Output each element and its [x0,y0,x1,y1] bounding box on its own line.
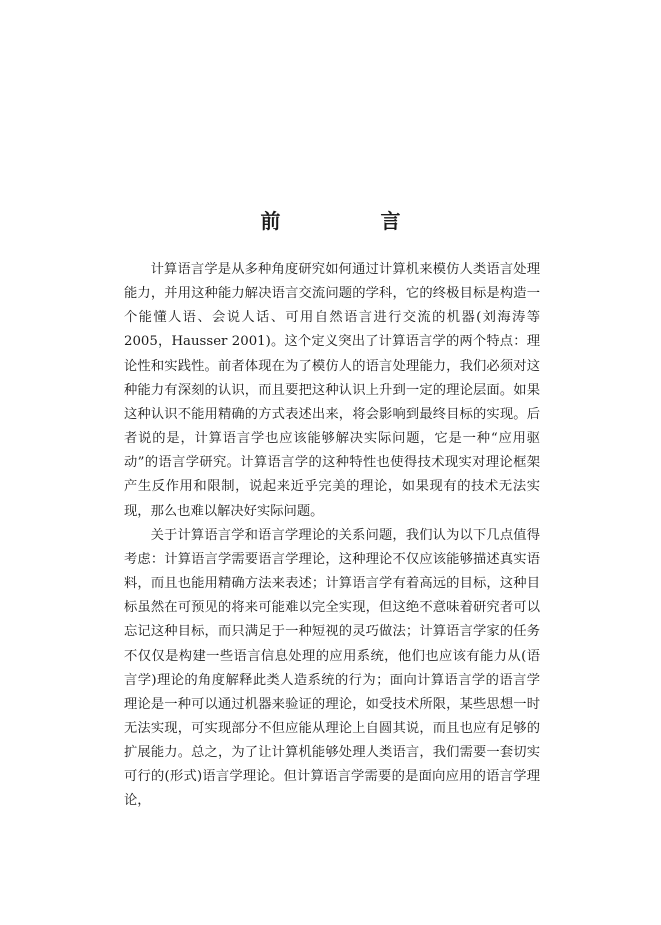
paragraph-1: 计算语言学是从多种角度研究如何通过计算机来模仿人类语言处理能力，并用这种能力解决语言交流问题的学科，它的终极目标是构造一个能懂人语、会说人话、可用自然语言进行交流的机器(刘海涛等 2005，Hausser 2001)。这个定义突出了计算语言学的两个特点：理论性和实践性。前者体现在为了模仿人的语言处理能力，我们必须对这种能力有深刻的认识，而且要把这种认识上升到一定的理论层面。如果这种认识不能用精确的方式表述出来，将会影响到最终目标的实现。后者说的是，计算语言学也应该能够解决实际问题，它是一种“应用驱动”的语言学研究。计算语言学的这种特性也使得技术现实对理论框架产生反作用和限制，说起来近乎完美的理论，如果现有的技术无法实现，那么也难以解决好实际问题。 [124,262,540,519]
paragraph-2: 关于计算语言学和语言学理论的关系问题，我们认为以下几点值得考虑：计算语言学需要语言学理论，这种理论不仅应该能够描述真实语料，而且也能用精确方法来表述；计算语言学有着高远的目标，这种目标虽然在可预见的将来可能难以完全实现，但这绝不意味着研究者可以忘记这种目标，而只满足于一种短视的灵巧做法；计算语言学家的任务不仅仅是构建一些语言信息处理的应用系统，他们也应该有能力从(语言学)理论的角度解释此类人造系统的行为；面向计算语言学的语言学理论是一种可以通过机器来验证的理论，如受技术所限，某些思想一时无法实现，可实现部分不但应能从理论上自圆其说，而且也应有足够的扩展能力。总之，为了让计算机能够处理人类语言，我们需要一套切实可行的(形式)语言学理论。但计算语言学需要的是面向应用的语言学理论， [124,527,540,809]
page-title: 前 言 [260,209,441,233]
body-text [124,258,540,814]
